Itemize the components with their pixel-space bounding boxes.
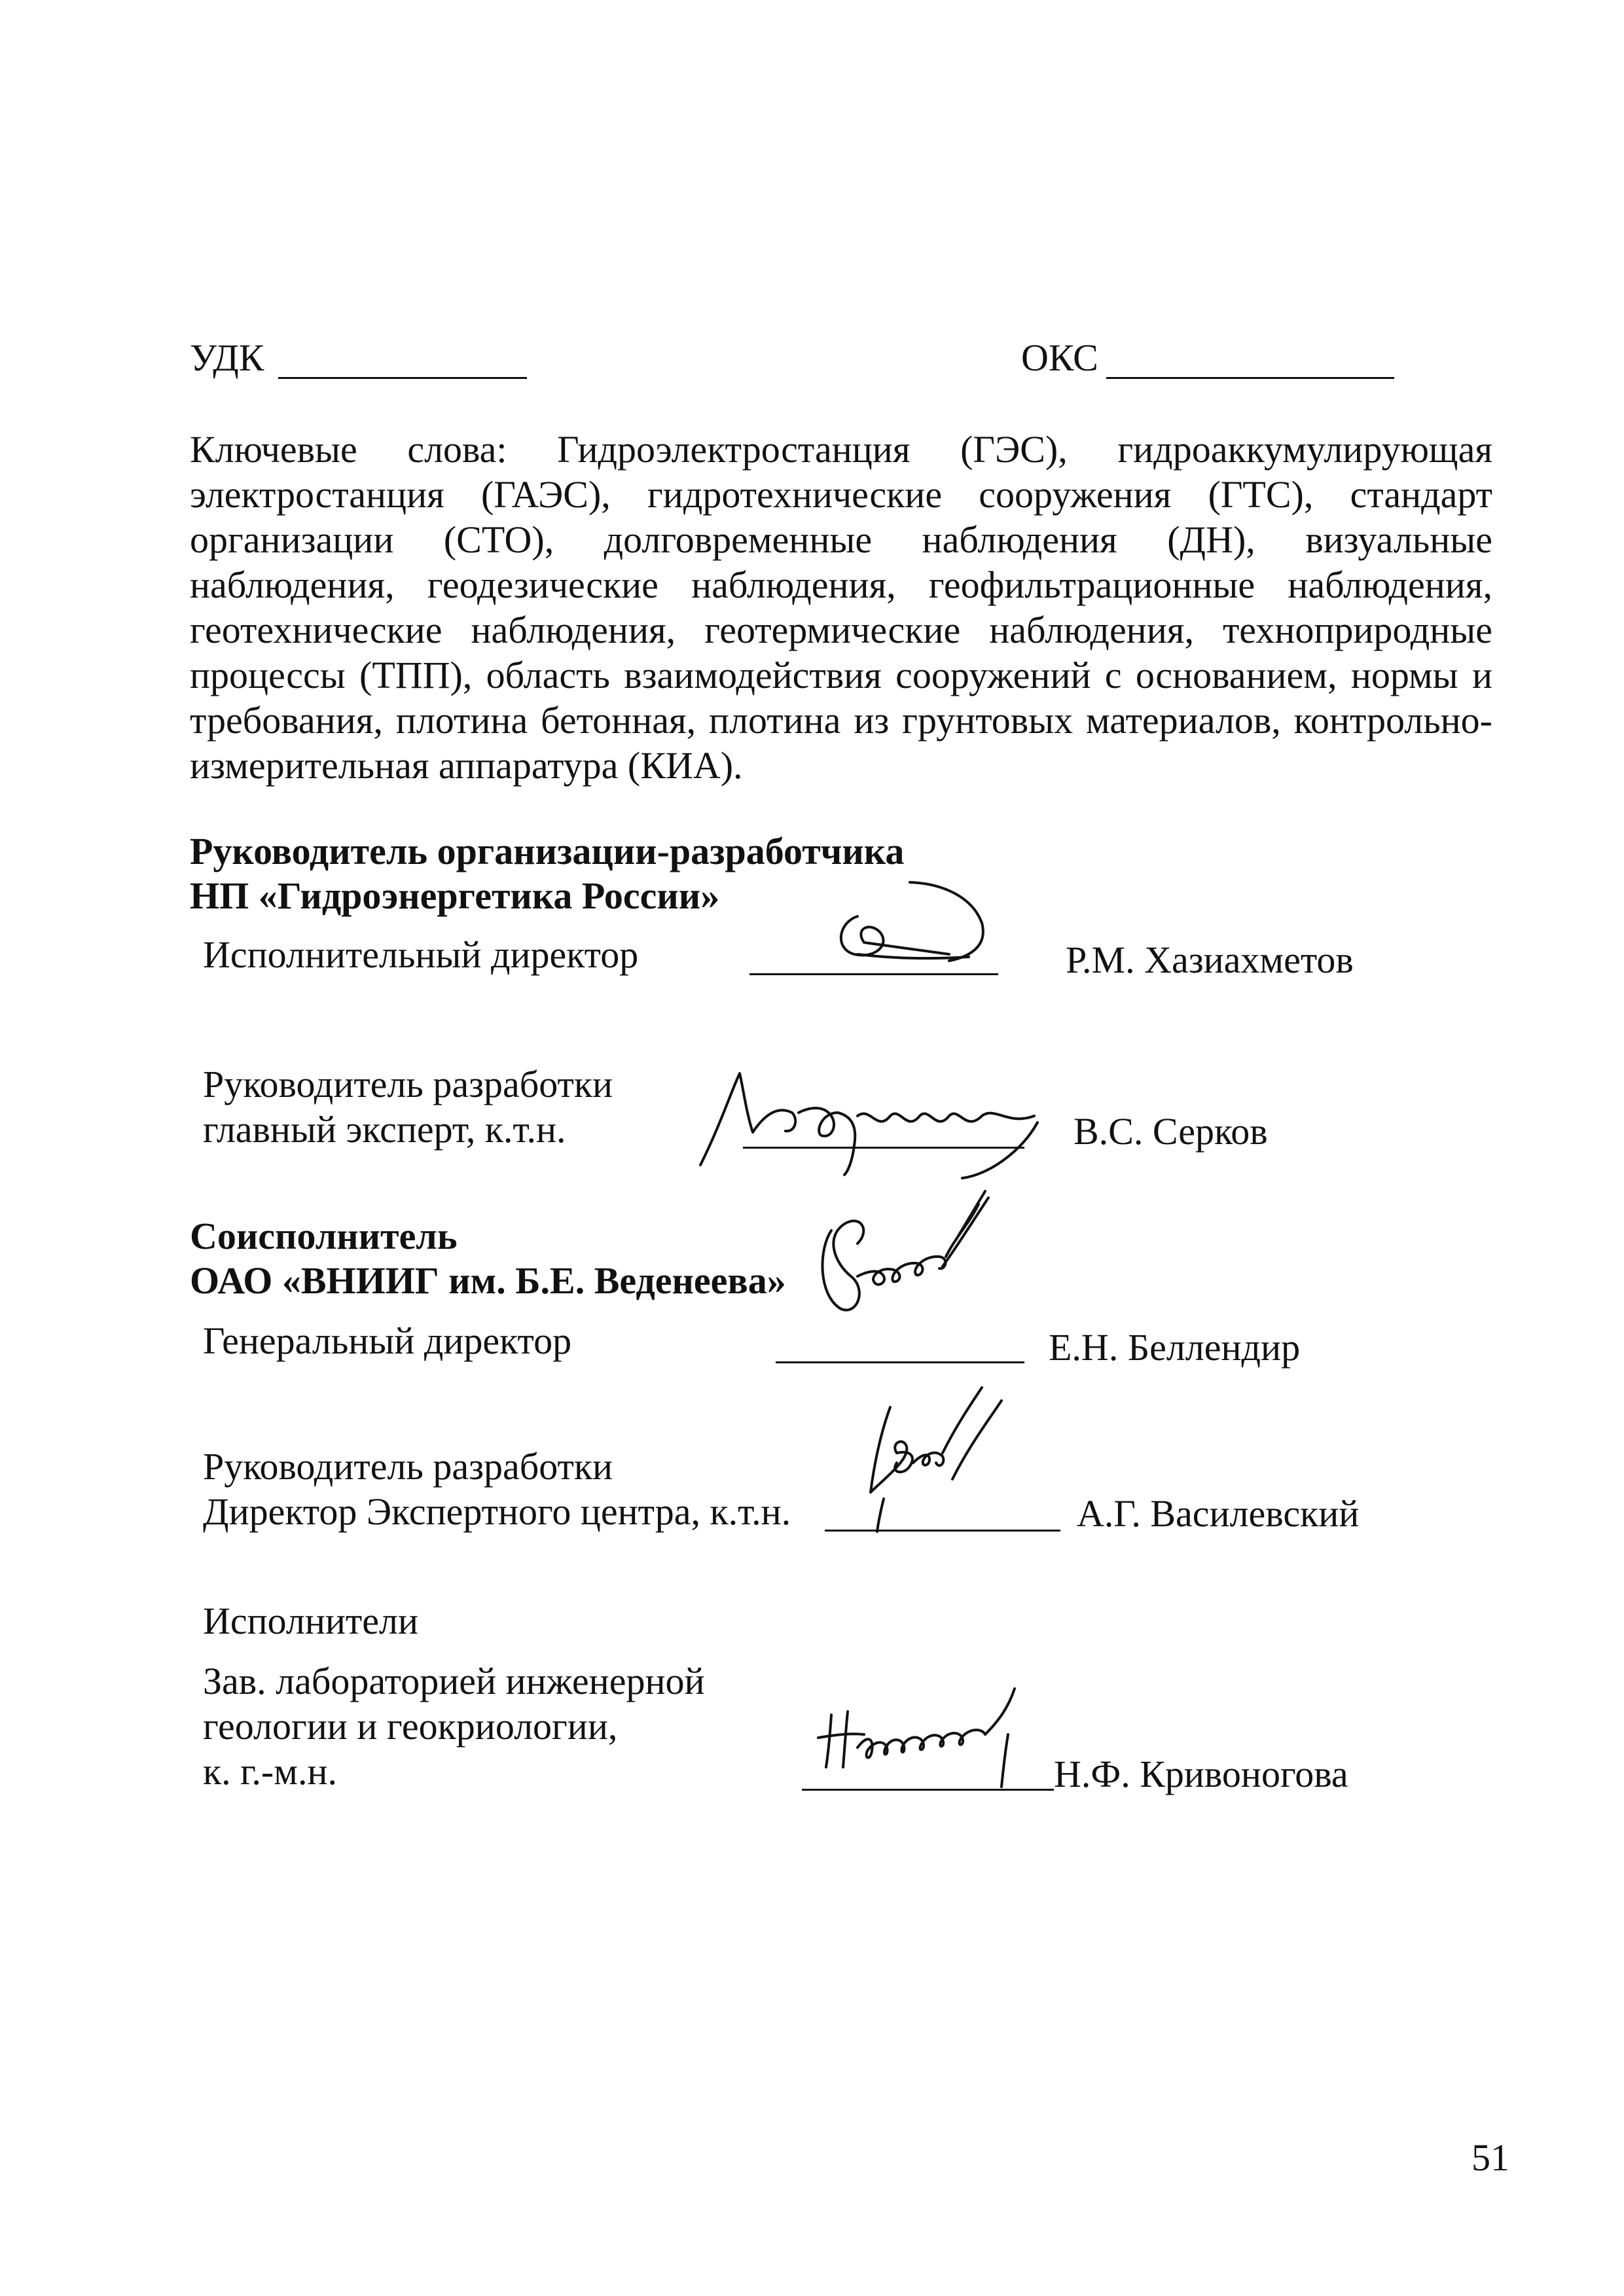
co-lead-signature [844,1381,1015,1538]
co-lead-name: А.Г. Василевский [1077,1492,1360,1535]
page-number: 51 [1471,2136,1509,2179]
executors-line1: Зав. лабораторией инженерной [203,1660,705,1702]
coexecutor-heading-line1: Соисполнитель [190,1215,458,1257]
dev-lead-line2: главный эксперт, к.т.н. [203,1108,566,1151]
dev-lead-line1: Руководитель разработки [203,1063,613,1105]
coexecutor-name: Е.Н. Беллендир [1049,1326,1301,1369]
executors-name: Н.Ф. Кривоногова [1054,1753,1348,1795]
coexecutor-signature [805,1178,1001,1322]
executors-heading: Исполнители [203,1600,418,1642]
co-lead-line1: Руководитель разработки [203,1445,613,1488]
udk-label: УДК [190,336,264,379]
dev-lead-signature [681,1060,1060,1178]
executors-signature [812,1676,1074,1793]
coexecutor-signature-line [776,1361,1024,1363]
oks-label: ОКС [1021,336,1098,379]
dev-lead-name: В.С. Серков [1074,1110,1268,1153]
developer-heading-line2: НП «Гидроэнергетика России» [190,874,720,917]
developer-position: Исполнительный директор [203,933,639,976]
executors-line3: к. г.-м.н. [203,1750,337,1793]
oks-blank-line [1106,377,1394,379]
developer-heading-line1: Руководитель организации-разработчика [190,830,905,872]
executors-line2: геологии и геокриологии, [203,1705,618,1748]
coexecutor-position: Генеральный директор [203,1319,572,1362]
co-lead-line2: Директор Экспертного центра, к.т.н. [203,1490,791,1533]
developer-signature [818,877,1015,982]
keywords-paragraph: Ключевые слова: Гидроэлектростанция (ГЭС), гидроаккумулирующая электростанция (ГАЭС), гидротехнические сооружения (ГТС), стандарт организации (СТО), долговременные наблюдения (ДН), визуальные наблюдения, геодезические наблюдения, геофильтрационные наблюдения, геотехнические наблюдения, геотермические наблюдения, техноприродные процессы (ТПП), область взаимодействия сооружений с основанием, нормы и требования, плотина бетонная, плотина из грунтовых материалов, контрольно-измерительная аппаратура (КИА). [190,428,1492,787]
udk-blank-line [278,377,527,379]
coexecutor-heading-line2: ОАО «ВНИИГ им. Б.Е. Веденеева» [190,1259,786,1302]
developer-name: Р.М. Хазиахметов [1066,939,1354,981]
